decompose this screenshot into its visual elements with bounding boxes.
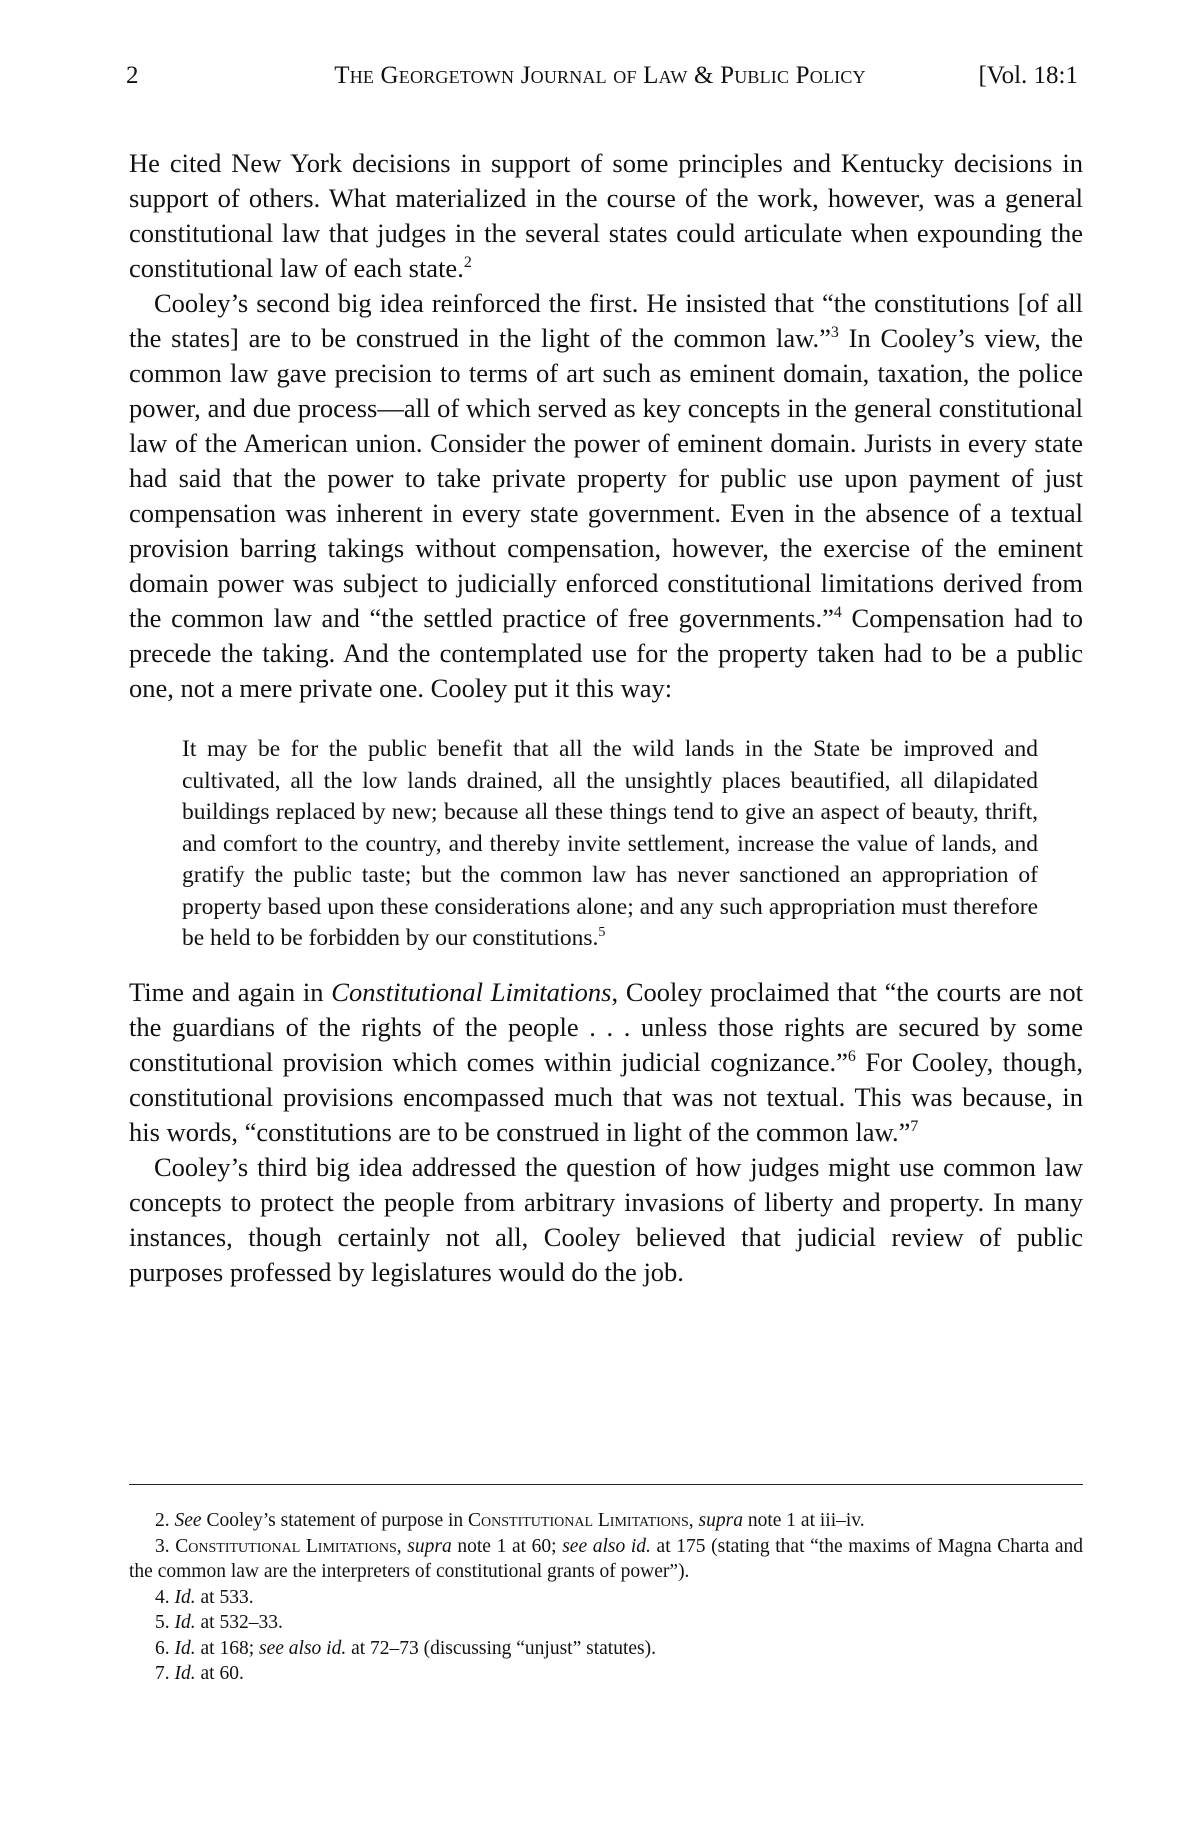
volume-label: [Vol. 18:1 (978, 62, 1078, 89)
footnote-ref-3[interactable]: 3 (830, 324, 839, 342)
footnote-ref-6[interactable]: 6 (847, 1047, 856, 1065)
paragraph-2: Cooley’s second big idea reinforced the first. He insisted that “the constitutions [of all the states] are to be construed in the light of the common law.”$^3$ In Cooley’s view, the common law gave precision to terms of art such as eminent domain, taxation, the police power, and due process—all of which served as key concepts in the general constitutional law of the American union. Consider the power of eminent domain. Jurists in every state had said that the power to take private property for public use upon payment of just compensation was inherent in every state government. Even in the absence of a textual provision barring takings without compensation, however, the exercise of the eminent domain power was subject to judicially enforced constitutional limitations derived from the common law and “the settled practice of free governments.”$^4$ Compensation had to precede the taking. And the contemplated use for the property taken had to be a public one, not a mere private one. Cooley put it this way: (129, 288, 1083, 703)
footnote-2: 2. See Cooley’s statement of purpose in Constitutional Limitations, supra note 1 at iii–iv. (155, 1510, 865, 1531)
footnotes (129, 1508, 1083, 1687)
footnote-6: 6. Id. at 168; see also id. at 72–73 (discussing “unjust” statutes). (155, 1637, 656, 1659)
paragraph-4: Cooley’s third big idea addressed the question of how judges might use common law concepts to protect the people from arbitrary invasions of liberty and property. In many instances, though certainly not all, Cooley believed that judicial review of public purposes professed by legislatures would do the job. (129, 1151, 1083, 1287)
journal-title: The Georgetown Journal of Law & Public Policy (334, 62, 866, 89)
footnote-7: 7. Id. at 60. (155, 1663, 244, 1684)
footnote-ref-7[interactable]: 7 (910, 1117, 919, 1135)
paragraph-3: Time and again in Constitutional Limitations, Cooley proclaimed that “the courts are not the guardians of the rights of the people . . . unless those rights are secured by some constitutional provision which comes within judicial cognizance.”$^6$ For Cooley, though, constitutional provisions encompassed much that was not textual. This was because, in his words, “constitutions are to be construed in light of the common law.”$^7$ (129, 976, 1083, 1147)
footnote-ref-2[interactable]: 2 (463, 254, 472, 272)
footnote-ref-5[interactable]: 5 (598, 924, 606, 941)
footnote-ref-4[interactable]: 4 (833, 604, 842, 622)
paragraph-1: He cited New York decisions in support of some principles and Kentucky decisions in support of others. What materialized in the course of the work, however, was a general constitutional law that judges in the several states could articulate when expounding the constitutional law of each state.$^2$ (129, 148, 1083, 283)
page-number: 2 (126, 62, 139, 89)
footnote-4: 4. Id. at 533. (155, 1586, 254, 1608)
running-header (0, 56, 1200, 96)
main-text (129, 146, 1083, 1290)
footnote-5: 5. Id. at 532–33. (155, 1612, 283, 1633)
footnote-3: 3. Constitutional Limitations, supra note 1 at 60; see also id. at 175 (stating that “the maxims of Magna Charta and the common law are the interpreters of constitutional grants of power”). (129, 1535, 1084, 1582)
block-quote: It may be for the public benefit that all the wild lands in the State be improved and cultivated, all the low lands drained, all the unsightly places beautified, all dilapidated buildings replaced by new; because all these things tend to give an aspect of beauty, thrift, and comfort to the country, and thereby invite settlement, increase the value of lands, and gratify the public taste; but the common law has never sanctioned an appropriation of property based upon these considerations alone; and any such appropriation must therefore be held to be forbidden by our constitutions.$^5$ (182, 736, 1038, 951)
footnote-divider (129, 1484, 1083, 1485)
book-title: Constitutional Limitations (331, 976, 612, 1007)
